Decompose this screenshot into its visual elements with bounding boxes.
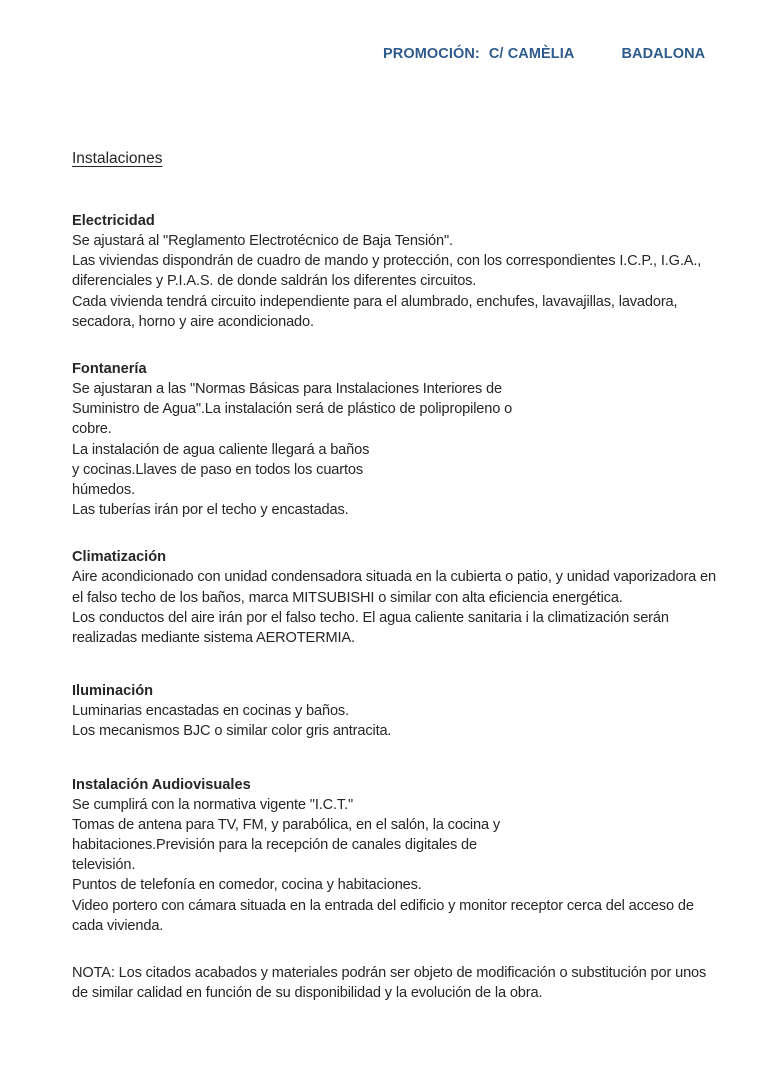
paragraph-line: habitaciones.Previsión para la recepción de canales digitales de — [72, 837, 477, 854]
section-heading: Climatización — [72, 549, 167, 566]
note-line: NOTA: Los citados acabados y materiales podrán ser objeto de modificación o substitución por unos — [72, 965, 707, 982]
paragraph-line: y cocinas.Llaves de paso en todos los cuartos — [72, 461, 363, 478]
paragraph-line: televisión. — [72, 857, 136, 874]
paragraph-line: Las viviendas dispondrán de cuadro de mando y protección, con los correspondientes I.C.P., I.G.A., — [72, 253, 702, 270]
document-title: Instalaciones — [72, 150, 163, 167]
section-electricidad — [72, 211, 712, 332]
section-heading: Fontanería — [72, 361, 147, 378]
section-heading: Electricidad — [72, 213, 155, 229]
section-heading: Iluminación — [72, 683, 154, 700]
paragraph-line: La instalación de agua caliente llegará a baños — [72, 441, 370, 458]
section-heading: Instalación Audiovisuales — [72, 776, 251, 793]
paragraph-line: Suministro de Agua".La instalación será de plástico de polipropileno o — [72, 401, 513, 418]
section-iluminacion — [72, 681, 712, 741]
paragraph-line: Luminarias encastadas en cocinas y baños. — [72, 703, 349, 720]
paragraph-line: Video portero con cámara situada en la entrada del edificio y monitor receptor cerca del acceso de — [72, 897, 694, 914]
paragraph-line: Cada vivienda tendrá circuito independiente para el alumbrado, enchufes, lavavajillas, lavadora, — [72, 293, 678, 310]
paragraph-line: realizadas mediante sistema AEROTERMIA. — [72, 630, 355, 647]
promotion-city: BADALONA — [621, 46, 706, 62]
section-audiovisuales — [72, 775, 712, 936]
promotion-header — [383, 46, 705, 62]
paragraph-line: Tomas de antena para TV, FM, y parabólica, en el salón, la cocina y — [72, 816, 501, 833]
paragraph-line: Se ajustará al "Reglamento Electrotécnico de Baja Tensión". — [72, 233, 453, 249]
paragraph-line: Aire acondicionado con unidad condensadora situada en la cubierta o patio, y unidad vaporizadora en — [72, 569, 716, 586]
paragraph-line: el falso techo de los baños, marca MITSUBISHI o similar con alta eficiencia energética. — [72, 589, 623, 606]
paragraph-line: Las tuberías irán por el techo y encastadas. — [72, 502, 349, 519]
paragraph-line: secadora, horno y aire acondicionado. — [72, 313, 314, 330]
paragraph-line: Los conductos del aire irán por el falso techo. El agua caliente sanitaria i la climatización serán — [72, 609, 669, 626]
paragraph-line: Se ajustaran a las "Normas Básicas para Instalaciones Interiores de — [72, 381, 502, 398]
promotion-street: C/ CAMÈLIA — [488, 46, 575, 62]
note-line: de similar calidad en función de su disponibilidad y la evolución de la obra. — [72, 985, 543, 1002]
paragraph-line: Puntos de telefonía en comedor, cocina y habitaciones. — [72, 877, 422, 894]
paragraph-line: Los mecanismos BJC o similar color gris antracita. — [72, 723, 392, 740]
paragraph-line: diferenciales y P.I.A.S. de donde saldrán los diferentes circuitos. — [72, 273, 477, 290]
promotion-label: PROMOCIÓN: — [383, 46, 480, 62]
section-climatizacion — [72, 547, 716, 648]
paragraph-line: húmedos. — [72, 482, 135, 499]
paragraph-line: cobre. — [72, 421, 112, 438]
section-fontaneria — [72, 359, 712, 520]
document-body — [72, 149, 716, 1003]
paragraph-line: cada vivienda. — [72, 917, 164, 934]
note-block — [72, 963, 712, 1003]
paragraph-line: Se cumplirá con la normativa vigente "I.C.T." — [72, 796, 354, 813]
